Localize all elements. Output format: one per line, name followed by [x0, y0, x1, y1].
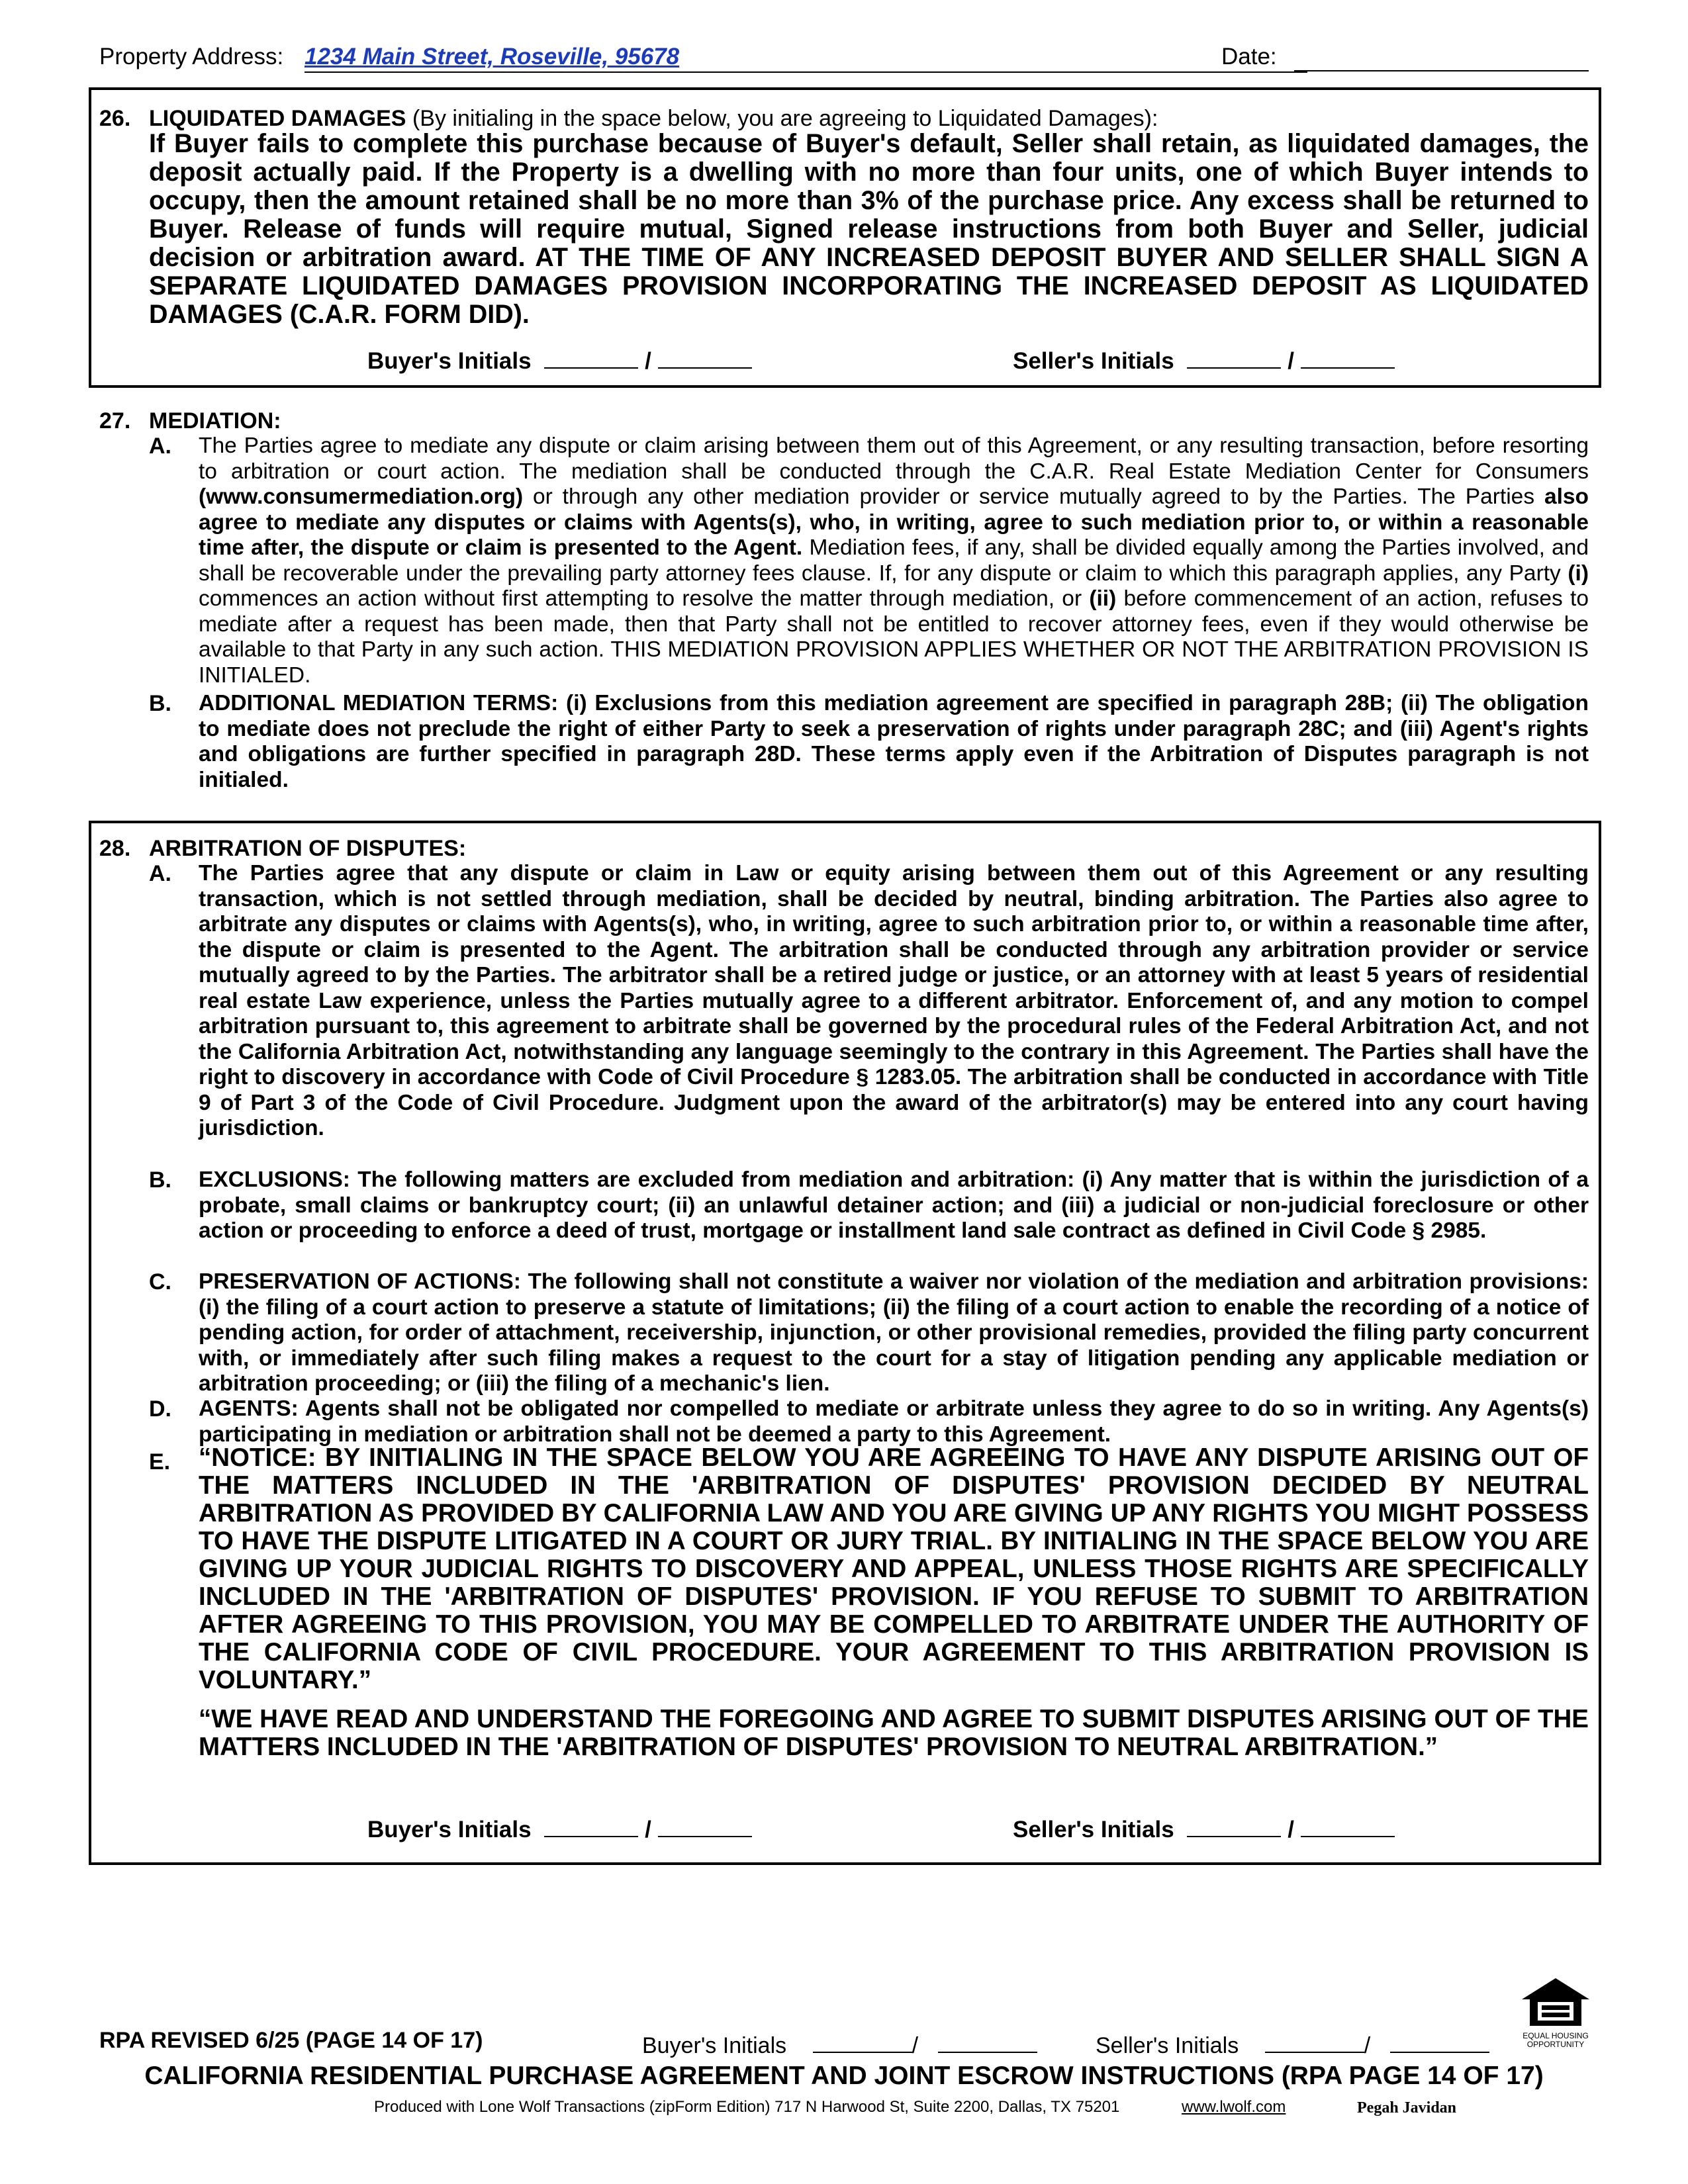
section-28-number: 28. — [99, 836, 131, 861]
property-address-field[interactable]: 1234 Main Street, Roseville, 95678 — [305, 44, 1307, 73]
footer-seller-initials — [1096, 2029, 1489, 2059]
section-27a-letter: A. — [149, 433, 171, 459]
initials-separator: / — [645, 348, 651, 374]
text-run-bold: (ii) — [1089, 586, 1117, 611]
arbitration-acknowledgement: “WE HAVE READ AND UNDERSTAND THE FOREGOING AND AGREE TO SUBMIT DISPUTES ARISING OUT OF THE MATTERS INCLUDED IN THE 'ARBITRATION OF DISPUTES' PROVISION TO NEUTRAL ARBITRATION.” — [199, 1705, 1589, 1761]
section-26-number: 26. — [99, 106, 131, 131]
initials-separator: / — [1364, 2033, 1371, 2058]
eho-line-2: OPPORTUNITY — [1526, 2040, 1585, 2049]
date-label: Date: — [1221, 44, 1277, 69]
section-28-buyer-initials — [367, 1813, 752, 1843]
text-run: commences an action without first attempting to resolve the matter through mediation, or — [199, 586, 1090, 611]
section-26-heading — [149, 106, 1589, 132]
footer-seller-initials-field-1[interactable] — [1265, 2029, 1364, 2053]
user-name: Pegah Javidan — [1357, 2099, 1457, 2116]
section-27b-body — [199, 691, 1589, 793]
text-run: The Parties agree to mediate any dispute or claim arising between them out of this Agreement, or any resulting transaction, before resorting to arbitration or court action. The mediation shall be conducted through the C.A.R. Real Estate Mediation Center for Consumers — [199, 433, 1589, 484]
buyer-initials-label: Buyer's Initials — [642, 2033, 787, 2058]
initials-separator: / — [912, 2033, 919, 2058]
section-28d-body: AGENTS: Agents shall not be obligated nor compelled to mediate or arbitrate unless they agree to do so in writing. Any Agents(s) participating in mediation or arbitration shall not be deemed a party to this Agreement. — [199, 1396, 1589, 1447]
text-run: (i) Exclusions from this mediation agreement are specified in paragraph 28B; (ii) The obligation to mediate does not preclude the right of either Party to seek a preservation of rights under paragraph 28C; and (iii) Agent's rights and obligations are further specified in paragraph 28D. These terms apply even if the Arbitration of Disputes paragraph is not initialed. — [199, 691, 1589, 792]
property-address-label: Property Address: — [99, 44, 284, 69]
footer-initials-row — [99, 2028, 1589, 2060]
footer-seller-initials-field-2[interactable] — [1390, 2029, 1489, 2053]
section-26-subtitle: (By initialing in the space below, you are agreeing to Liquidated Damages): — [412, 106, 1158, 131]
section-26-title: LIQUIDATED DAMAGES — [149, 106, 406, 131]
mediation-website: (www.consumermediation.org) — [199, 484, 524, 509]
section-26-buyer-initials — [367, 345, 752, 375]
text-run-bold: also agree to mediate any disputes or claims with Agents(s), who, in writing, agree to such mediation prior to, or within a reasonable time after, the dispute or claim is presented to the Agent. — [199, 484, 1589, 560]
page-header — [99, 44, 1589, 77]
initials-separator: / — [1288, 1817, 1294, 1843]
buyer-initials-field-1[interactable] — [544, 1813, 638, 1837]
initials-separator: / — [645, 1817, 651, 1843]
text-run-bold: (i) — [1568, 561, 1589, 586]
section-27a-body — [199, 433, 1589, 688]
buyer-initials-field-1[interactable] — [544, 345, 638, 369]
section-28-seller-initials — [1013, 1813, 1395, 1843]
revision-label: RPA REVISED 6/25 (PAGE 14 OF 17) — [99, 2028, 483, 2053]
section-28a-body: The Parties agree that any dispute or claim in Law or equity arising between them out of this Agreement or any resulting transaction, which is not settled through mediation, shall be decided by neutral, binding arbitration. The Parties also agree to arbitrate any disputes or claims with Agents(s), who, in writing, agree to such arbitration prior to, or within a reasonable time after, the dispute or claim is presented to the Agent. The arbitration shall be conducted through any arbitration provider or service mutually agreed to by the Parties. The arbitrator shall be a retired judge or justice, or an attorney with at least 5 years of residential real estate Law experience, unless the Parties mutually agree to a different arbitrator. Enforcement of, and any motion to compel arbitration pursuant to, this agreement to arbitrate shall be governed by the procedural rules of the Federal Arbitration Act, and not the California Arbitration Act, notwithstanding any language seemingly to the contrary in this Agreement. The Parties shall have the right to discovery in accordance with Code of Civil Procedure § 1283.05. The arbitration shall be conducted in accordance with Title 9 of Part 3 of the Code of Civil Procedure. Judgment upon the award of the arbitrator(s) may be entered into any court having jurisdiction. — [199, 861, 1589, 1140]
seller-initials-label: Seller's Initials — [1096, 2033, 1239, 2058]
arbitration-notice: “NOTICE: BY INITIALING IN THE SPACE BELOW YOU ARE AGREEING TO HAVE ANY DISPUTE ARISING OUT OF THE MATTERS INCLUDED IN THE 'ARBITRATION OF DISPUTES' PROVISION DECIDED BY NEUTRAL ARBITRATION AS PROVIDED BY CALIFORNIA LAW AND YOU ARE GIVING UP ANY RIGHTS YOU MIGHT POSSESS TO HAVE THE DISPUTE LITIGATED IN A COURT OR JURY TRIAL. BY INITIALING IN THE SPACE BELOW YOU ARE GIVING UP YOUR JUDICIAL RIGHTS TO DISCOVERY AND APPEAL, UNLESS THOSE RIGHTS ARE SPECIFICALLY INCLUDED IN THE 'ARBITRATION OF DISPUTES' PROVISION. IF YOU REFUSE TO SUBMIT TO ARBITRATION AFTER AGREEING TO THIS PROVISION, YOU MAY BE COMPELLED TO ARBITRATE UNDER THE AUTHORITY OF THE CALIFORNIA CODE OF CIVIL PROCEDURE. YOUR AGREEMENT TO THIS ARBITRATION PROVISION IS VOLUNTARY.” — [199, 1443, 1589, 1694]
section-27-title: MEDIATION: — [149, 408, 281, 433]
seller-initials-field-1[interactable] — [1187, 1813, 1281, 1837]
buyer-initials-field-2[interactable] — [658, 345, 752, 369]
seller-initials-label: Seller's Initials — [1013, 1817, 1174, 1843]
equal-housing-icon — [1519, 1976, 1592, 2028]
section-26-seller-initials — [1013, 345, 1395, 375]
section-28d-letter: D. — [149, 1396, 171, 1422]
text-run: Mediation fees, if any, shall be divided equally among the Parties involved, and shall be recoverable under the prevailing party attorney fees clause. If, for any dispute or claim to which this paragraph applies, any Party — [199, 535, 1589, 586]
seller-initials-field-1[interactable] — [1187, 345, 1281, 369]
buyer-initials-field-2[interactable] — [658, 1813, 752, 1837]
section-27-number: 27. — [99, 408, 131, 433]
section-28a-letter: A. — [149, 861, 171, 886]
text-run: before commencement of an action, refuses to mediate after a request has been made, then that Party shall not be entitled to recover attorney fees, even if they would otherwise be available to that Party in any such action. THIS MEDIATION PROVISION APPLIES WHETHER OR NOT THE ARBITRATION PROVISION IS INITIALED. — [199, 586, 1589, 688]
section-28b-body: EXCLUSIONS: The following matters are excluded from mediation and arbitration: (i) Any matter that is within the jurisdiction of a probate, small claims or bankruptcy court; (ii) an unlawful detainer action; and (iii) a judicial or non-judicial foreclosure or other action or proceeding to enforce a deed of trust, mortgage or installment land sale contract as defined in Civil Code § 2985. — [199, 1167, 1589, 1243]
buyer-initials-label: Buyer's Initials — [367, 348, 532, 374]
text-run: ADDITIONAL MEDIATION TERMS: — [199, 691, 559, 715]
section-27b-letter: B. — [149, 691, 171, 716]
initials-separator: / — [1288, 348, 1294, 374]
eho-line-1: EQUAL HOUSING — [1523, 2031, 1589, 2040]
footer-buyer-initials-field-2[interactable] — [938, 2029, 1037, 2053]
section-28e-letter: E. — [149, 1449, 171, 1475]
form-title: CALIFORNIA RESIDENTIAL PURCHASE AGREEMENT AND JOINT ESCROW INSTRUCTIONS (RPA PAGE 14 OF 17) — [144, 2062, 1544, 2090]
produced-by: Produced with Lone Wolf Transactions (zipForm Edition) 717 N Harwood St, Suite 2200, Dallas, TX 75201 — [374, 2098, 1120, 2116]
section-28c-letter: C. — [149, 1269, 171, 1295]
section-28c-body: PRESERVATION OF ACTIONS: The following shall not constitute a waiver nor violation of the mediation and arbitration provisions: (i) the filing of a court action to preserve a statute of limitations; (ii) the filing of a court action to enable the recording of a notice of pending action, for order of attachment, receivership, injunction, or other provisional remedies, provided the filing party concurrent with, or immediately after such filing makes a request to the court for a stay of litigation pending any applicable mediation or arbitration proceeding; or (iii) the filing of a mechanic's lien. — [199, 1269, 1589, 1396]
seller-initials-field-2[interactable] — [1301, 1813, 1395, 1837]
footer-buyer-initials-field-1[interactable] — [813, 2029, 912, 2053]
section-28b-letter: B. — [149, 1167, 171, 1193]
text-run: or through any other mediation provider or service mutually agreed to by the Parties. The Parties — [523, 484, 1544, 509]
footer-buyer-initials — [642, 2029, 1037, 2059]
section-28-title: ARBITRATION OF DISPUTES: — [149, 836, 467, 861]
date-field[interactable] — [1294, 70, 1589, 71]
website-link[interactable]: www.lwolf.com — [1182, 2098, 1286, 2116]
seller-initials-field-2[interactable] — [1301, 345, 1395, 369]
seller-initials-label: Seller's Initials — [1013, 348, 1174, 374]
buyer-initials-label: Buyer's Initials — [367, 1817, 532, 1843]
section-26-body: If Buyer fails to complete this purchase because of Buyer's default, Seller shall retain, as liquidated damages, the deposit actually paid. If the Property is a dwelling with no more than four units, one of which Buyer intends to occupy, then the amount retained shall be no more than 3% of the purchase price. Any excess shall be returned to Buyer. Release of funds will require mutual, Signed release instructions from both Buyer and Seller, judicial decision or arbitration award. AT THE TIME OF ANY INCREASED DEPOSIT BUYER AND SELLER SHALL SIGN A SEPARATE LIQUIDATED DAMAGES PROVISION INCORPORATING THE INCREASED DEPOSIT AS LIQUIDATED DAMAGES (C.A.R. FORM DID). — [149, 129, 1589, 329]
